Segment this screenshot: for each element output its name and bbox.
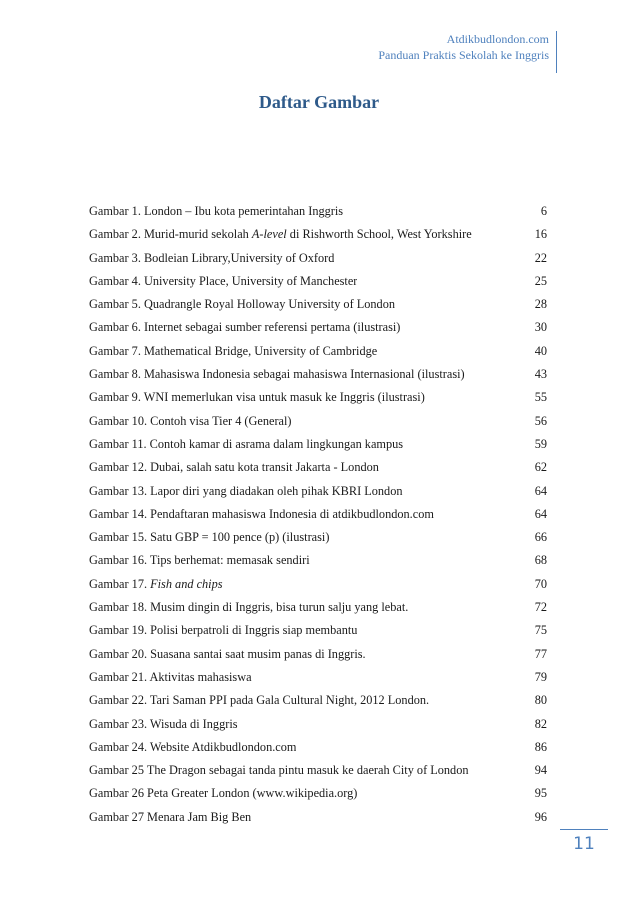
- list-item[interactable]: [89, 386, 547, 409]
- list-item[interactable]: [89, 759, 547, 782]
- entry-caption: [89, 736, 296, 759]
- entry-page-number: 30: [534, 320, 547, 335]
- list-item[interactable]: [89, 200, 547, 223]
- entry-caption-text: Gambar 10. Contoh visa Tier 4 (General): [89, 413, 292, 428]
- entry-caption-text: Gambar 7. Mathematical Bridge, University of Cambridge: [89, 343, 378, 358]
- entry-caption-text: Gambar 3. Bodleian Library,University of Oxford: [89, 250, 335, 265]
- entry-page-number: 55: [534, 390, 547, 405]
- entry-page-number: 72: [534, 600, 547, 615]
- entry-page-number: 86: [534, 739, 547, 754]
- entry-page-number: 94: [534, 763, 547, 778]
- entry-caption: [89, 619, 357, 642]
- entry-page-number: 6: [540, 204, 547, 218]
- entry-page-number: 59: [534, 436, 547, 451]
- entry-page-number: 22: [534, 250, 547, 265]
- list-item[interactable]: [89, 456, 547, 479]
- entry-caption-text: Gambar 26 Peta Greater London (www.wikipedia.org): [89, 786, 358, 801]
- entry-caption: [89, 689, 429, 712]
- entry-caption: [89, 433, 403, 456]
- entry-caption-text: Gambar 8. Mahasiswa Indonesia sebagai mahasiswa Internasional (ilustrasi): [89, 367, 465, 382]
- list-item[interactable]: [89, 782, 547, 805]
- entry-caption-text: Gambar 1. London – Ibu kota pemerintahan Inggris: [89, 204, 344, 218]
- list-item[interactable]: [89, 363, 547, 386]
- entry-caption: [89, 526, 329, 549]
- list-item[interactable]: [89, 340, 547, 363]
- list-item[interactable]: [89, 689, 547, 712]
- entry-caption-text: Gambar 21. Aktivitas mahasiswa: [89, 669, 252, 684]
- entry-caption-text: Gambar 6. Internet sebagai sumber referensi pertama (ilustrasi): [89, 320, 401, 335]
- entry-page-number: 64: [534, 483, 547, 498]
- entry-caption-text-rest: di Rishworth School, West Yorkshire: [286, 227, 472, 242]
- list-item[interactable]: [89, 666, 547, 689]
- entry-caption: [89, 316, 400, 339]
- entry-caption: [89, 340, 377, 363]
- list-item[interactable]: [89, 433, 547, 456]
- page-title: Daftar Gambar: [258, 92, 380, 112]
- entry-caption: [89, 410, 292, 433]
- list-item[interactable]: [89, 619, 547, 642]
- entry-caption-text: Gambar 12. Dubai, salah satu kota transit Jakarta - London: [89, 460, 379, 475]
- list-item[interactable]: [89, 247, 547, 270]
- list-item[interactable]: [89, 270, 547, 293]
- list-item[interactable]: [89, 573, 547, 596]
- entry-caption: [89, 223, 472, 246]
- entry-page-number: 25: [534, 273, 547, 288]
- entry-caption-text: Gambar 24. Website Atdikbudlondon.com: [89, 739, 297, 754]
- entry-caption: [89, 456, 379, 479]
- entry-caption-text: Gambar 22. Tari Saman PPI pada Gala Cultural Night, 2012 London.: [89, 693, 430, 708]
- entry-page-number: 62: [534, 460, 547, 475]
- entry-caption: [89, 247, 334, 270]
- list-of-figures: [89, 200, 547, 829]
- list-item[interactable]: [89, 526, 547, 549]
- entry-caption: [89, 713, 238, 736]
- entry-caption: [89, 666, 252, 689]
- entry-page-number: 95: [534, 786, 547, 801]
- entry-caption-text: Gambar 15. Satu GBP = 100 pence (p) (ilustrasi): [89, 530, 330, 545]
- entry-caption: [89, 596, 408, 619]
- entry-caption: [89, 270, 357, 293]
- entry-caption-text: Gambar 14. Pendaftaran mahasiswa Indonesia di atdikbudlondon.com: [89, 506, 434, 521]
- entry-caption: [89, 480, 403, 503]
- entry-caption-text: Gambar 16. Tips berhemat: memasak sendiri: [89, 553, 310, 568]
- entry-caption-text: Gambar 27 Menara Jam Big Ben: [89, 809, 252, 824]
- entry-caption-text: Gambar 23. Wisuda di Inggris: [89, 716, 238, 731]
- entry-page-number: 64: [534, 506, 547, 521]
- entry-caption-text: Gambar 4. University Place, University of Manchester: [89, 273, 358, 288]
- entry-caption: [89, 782, 357, 805]
- list-item[interactable]: [89, 549, 547, 572]
- entry-caption-text: Gambar 5. Quadrangle Royal Holloway University of London: [89, 297, 395, 312]
- list-item[interactable]: [89, 503, 547, 526]
- footer-divider: [560, 829, 608, 830]
- entry-caption: [89, 573, 223, 596]
- page-number: 11: [573, 834, 595, 854]
- entry-caption: [89, 503, 434, 526]
- entry-caption-italic: Fish and chips: [150, 576, 223, 591]
- entry-caption: [89, 386, 425, 409]
- list-item[interactable]: [89, 736, 547, 759]
- entry-caption-text: Gambar 13. Lapor diri yang diadakan oleh pihak KBRI London: [89, 483, 403, 498]
- entry-caption-text: Gambar 2. Murid-murid sekolah: [89, 227, 252, 242]
- entry-caption: [89, 806, 251, 829]
- entry-caption-text: Gambar 20. Suasana santai saat musim panas di Inggris.: [89, 646, 366, 661]
- entry-caption-text: Gambar 18. Musim dingin di Inggris, bisa turun salju yang lebat.: [89, 600, 409, 615]
- entry-page-number: 75: [534, 623, 547, 638]
- list-item[interactable]: [89, 410, 547, 433]
- list-item[interactable]: [89, 806, 547, 829]
- entry-page-number: 40: [534, 343, 547, 358]
- list-item[interactable]: [89, 293, 547, 316]
- entry-caption-text: Gambar 9. WNI memerlukan visa untuk masuk ke Inggris (ilustrasi): [89, 390, 425, 405]
- entry-page-number: 56: [534, 413, 547, 428]
- entry-page-number: 82: [534, 716, 547, 731]
- entry-page-number: 80: [534, 693, 547, 708]
- header-subtitle: Panduan Praktis Sekolah ke Inggris: [378, 48, 549, 62]
- entry-caption: [89, 643, 366, 666]
- list-item[interactable]: [89, 643, 547, 666]
- entry-page-number: 79: [534, 669, 547, 684]
- running-header: [378, 31, 557, 73]
- entry-page-number: 28: [534, 297, 547, 312]
- entry-caption-text: Gambar 19. Polisi berpatroli di Inggris siap membantu: [89, 623, 358, 638]
- entry-caption-text: Gambar 17.: [89, 576, 151, 591]
- entry-page-number: 68: [534, 553, 547, 568]
- entry-caption: [89, 363, 465, 386]
- entry-caption: [89, 200, 343, 223]
- entry-caption: [89, 549, 310, 572]
- entry-page-number: 66: [534, 530, 547, 545]
- entry-caption-text: Gambar 11. Contoh kamar di asrama dalam lingkungan kampus: [89, 436, 404, 451]
- header-site: Atdikbudlondon.com: [446, 32, 549, 46]
- list-item[interactable]: [89, 480, 547, 503]
- entry-caption: [89, 759, 469, 782]
- entry-caption: [89, 293, 395, 316]
- list-item[interactable]: [89, 596, 547, 619]
- entry-page-number: 96: [534, 809, 547, 824]
- entry-page-number: 70: [534, 576, 547, 591]
- entry-page-number: 43: [534, 367, 547, 382]
- list-item[interactable]: [89, 223, 547, 246]
- list-item[interactable]: [89, 713, 547, 736]
- entry-caption-italic: A-level: [251, 227, 287, 242]
- list-item[interactable]: [89, 316, 547, 339]
- entry-caption-text: Gambar 25 The Dragon sebagai tanda pintu masuk ke daerah City of London: [89, 763, 469, 778]
- entry-page-number: 16: [534, 227, 547, 242]
- entry-page-number: 77: [534, 646, 547, 661]
